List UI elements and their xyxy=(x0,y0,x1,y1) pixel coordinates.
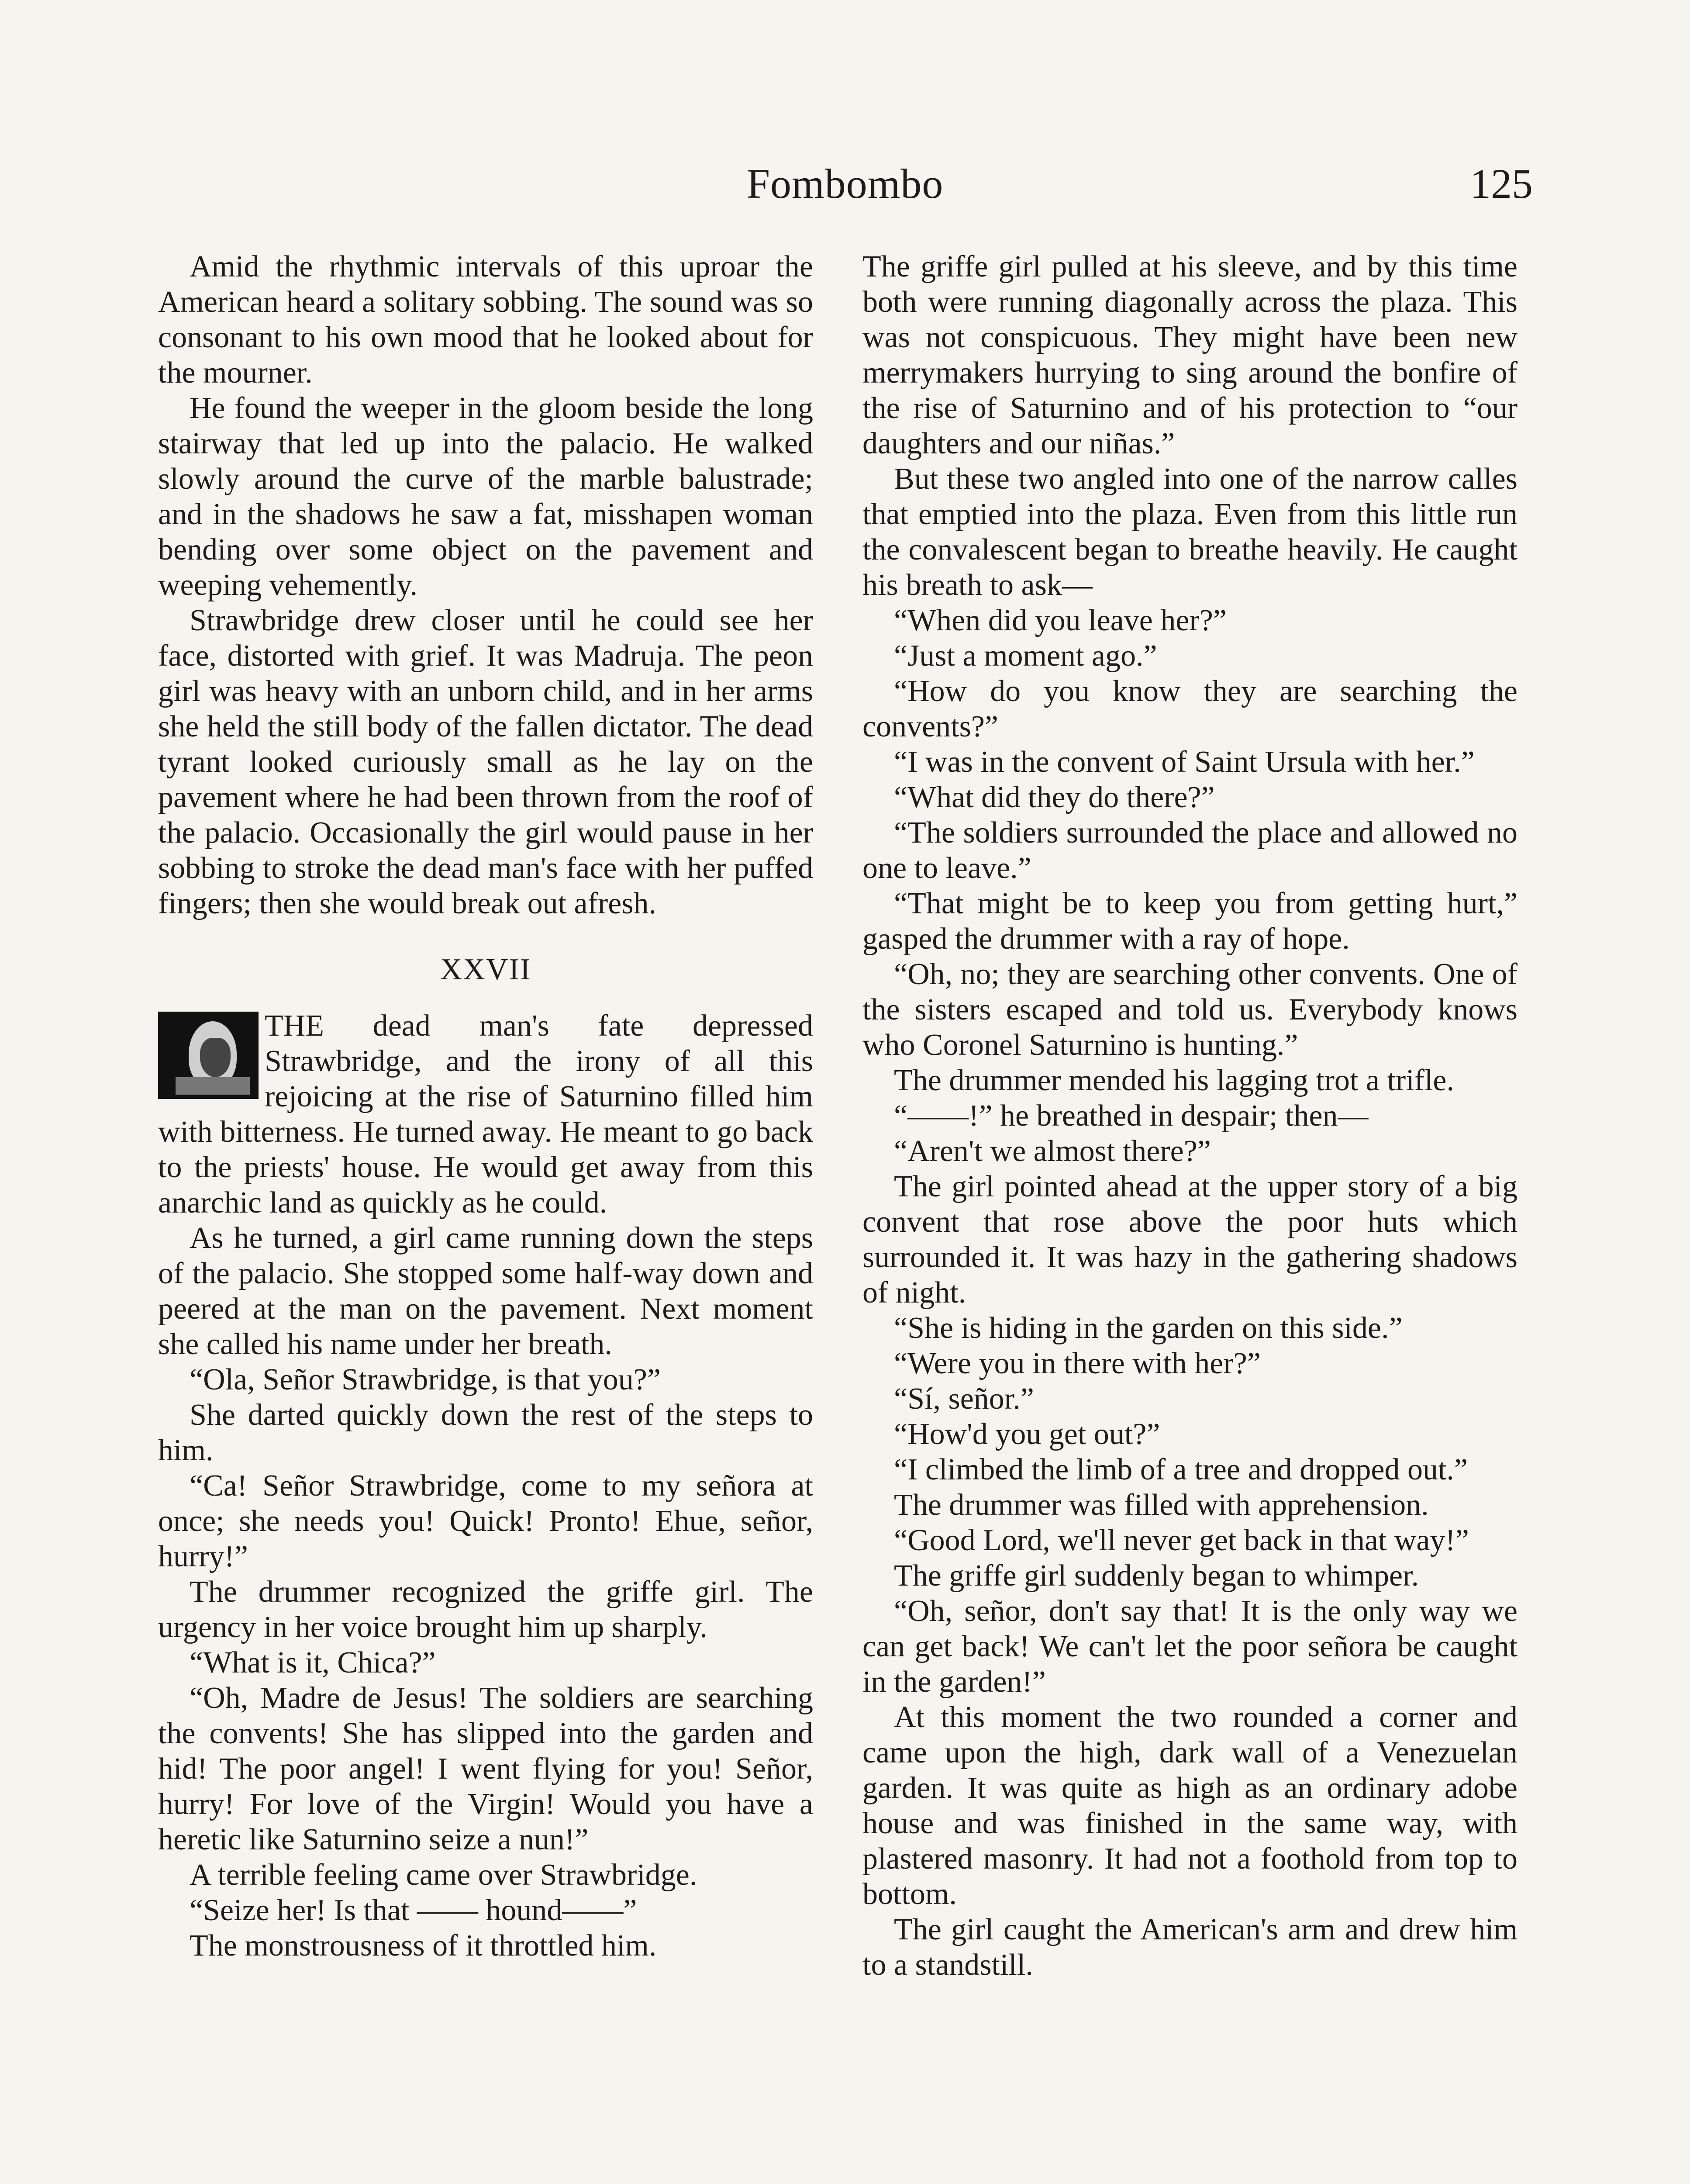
paragraph: The griffe girl suddenly began to whimper. xyxy=(894,1559,1419,1593)
paragraph: “Ola, Señor Strawbridge, is that you?” xyxy=(190,1363,661,1396)
page-number: 125 xyxy=(1470,160,1533,207)
dropcap-illustration-icon xyxy=(158,1012,259,1099)
paragraph: The drummer mended his lagging trot a trifle. xyxy=(894,1064,1454,1097)
paragraph: “The soldiers surrounded the place and allowed no one to leave.” xyxy=(862,816,1518,885)
paragraph: He found the weeper in the gloom beside the long stairway that led up into the palacio. He walked slowly around the curve of the marble balustrade; and in the shadows he saw a fat, misshapen woman bending over some object on the pavement and weeping vehemently. xyxy=(158,391,813,602)
paragraph: “Ca! Señor Strawbridge, come to my señora at once; she needs you! Quick! Pronto! Ehue, señor, hurry!” xyxy=(158,1469,813,1573)
paragraph: “That might be to keep you from getting hurt,” gasped the drummer with a ray of hope. xyxy=(862,887,1518,956)
paragraph: “Aren't we almost there?” xyxy=(894,1134,1211,1168)
paragraph: “I was in the convent of Saint Ursula with her.” xyxy=(894,745,1475,779)
paragraph: “What did they do there?” xyxy=(894,781,1215,814)
left-column xyxy=(158,249,813,1963)
paragraph: The drummer recognized the griffe girl. The urgency in her voice brought him up sharply. xyxy=(158,1575,813,1644)
right-column xyxy=(862,249,1518,1983)
paragraph: The drummer was filled with apprehension. xyxy=(894,1488,1429,1522)
paragraph: The girl caught the American's arm and drew him to a standstill. xyxy=(862,1913,1518,1982)
running-header xyxy=(157,159,1533,221)
paragraph: “Sí, señor.” xyxy=(894,1382,1034,1416)
dropcap-paragraph-block xyxy=(158,1008,813,1220)
paragraph: “Oh, Madre de Jesus! The soldiers are searching the convents! She has slipped into the garden and hid! The poor angel! I went flying for you! Señor, hurry! For love of the Virgin! Would you have a heretic like Saturnino seize a nun!” xyxy=(158,1681,813,1856)
dropcap-paragraph: THE dead man's fate depressed Strawbridge, and the irony of all this rejoicing at the rise of Saturnino filled him with bitterness. He turned away. He meant to go back to the priests' house. He would get away from this anarchic land as quickly as he could. xyxy=(158,1009,813,1220)
paragraph: “I climbed the limb of a tree and dropped out.” xyxy=(894,1453,1468,1486)
paragraph: Amid the rhythmic intervals of this uproar the American heard a solitary sobbing. The sound was so consonant to his own mood that he looked about for the mourner. xyxy=(158,250,813,390)
paragraph: “What is it, Chica?” xyxy=(190,1646,436,1679)
paragraph: “Seize her! Is that —— hound——” xyxy=(190,1894,637,1927)
paragraph: As he turned, a girl came running down the steps of the palacio. She stopped some half-way down and peered at the man on the pavement. Next moment she called his name under her breath. xyxy=(158,1221,813,1361)
paragraph: The girl pointed ahead at the upper story of a big convent that rose above the poor huts which surrounded it. It was hazy in the gathering shadows of night. xyxy=(862,1170,1518,1310)
paragraph: She darted quickly down the rest of the steps to him. xyxy=(158,1398,813,1467)
page-title: Fombombo xyxy=(746,160,944,207)
paragraph: The griffe girl pulled at his sleeve, and by this time both were running diagonally across the plaza. This was not conspicuous. They might have been new merrymakers hurrying to sing around the bonfire of the rise of Saturnino and of his protection to “our daughters and our niñas.” xyxy=(862,250,1518,460)
paragraph: “How do you know they are searching the convents?” xyxy=(862,674,1518,743)
paragraph: Strawbridge drew closer until he could see her face, distorted with grief. It was Madruja. The peon girl was heavy with an unborn child, and in her arms she held the still body of the fallen dictator. The dead tyrant looked curiously small as he lay on the pavement where he had been thrown from the roof of the palacio. Occasionally the girl would pause in her sobbing to stroke the dead man's face with her puffed fingers; then she would break out afresh. xyxy=(158,604,813,920)
paragraph: “Just a moment ago.” xyxy=(894,639,1157,673)
paragraph: “Oh, no; they are searching other convents. One of the sisters escaped and told us. Everybody knows who Coronel Saturnino is hunting.” xyxy=(862,957,1518,1062)
paragraph: A terrible feeling came over Strawbridge. xyxy=(190,1858,697,1892)
paragraph: “——!” he breathed in despair; then— xyxy=(894,1099,1369,1133)
paragraph: “She is hiding in the garden on this side.” xyxy=(894,1311,1403,1345)
paragraph: At this moment the two rounded a corner and came upon the high, dark wall of a Venezuelan garden. It was quite as high as an ordinary adobe house and was finished in the same way, with plastered masonry. It had not a foothold from top to bottom. xyxy=(862,1700,1518,1911)
paragraph: “Were you in there with her?” xyxy=(894,1347,1261,1380)
paragraph: But these two angled into one of the narrow calles that emptied into the plaza. Even from this little run the convalescent began to breathe heavily. He caught his breath to ask— xyxy=(862,462,1518,602)
chapter-heading: XXVII xyxy=(440,953,531,986)
paragraph: “When did you leave her?” xyxy=(894,604,1227,637)
paragraph: “Oh, señor, don't say that! It is the only way we can get back! We can't let the poor señora be caught in the garden!” xyxy=(862,1594,1518,1699)
paragraph: “Good Lord, we'll never get back in that way!” xyxy=(894,1524,1469,1557)
paragraph: “How'd you get out?” xyxy=(894,1417,1160,1451)
paragraph: The monstrousness of it throttled him. xyxy=(190,1929,657,1963)
